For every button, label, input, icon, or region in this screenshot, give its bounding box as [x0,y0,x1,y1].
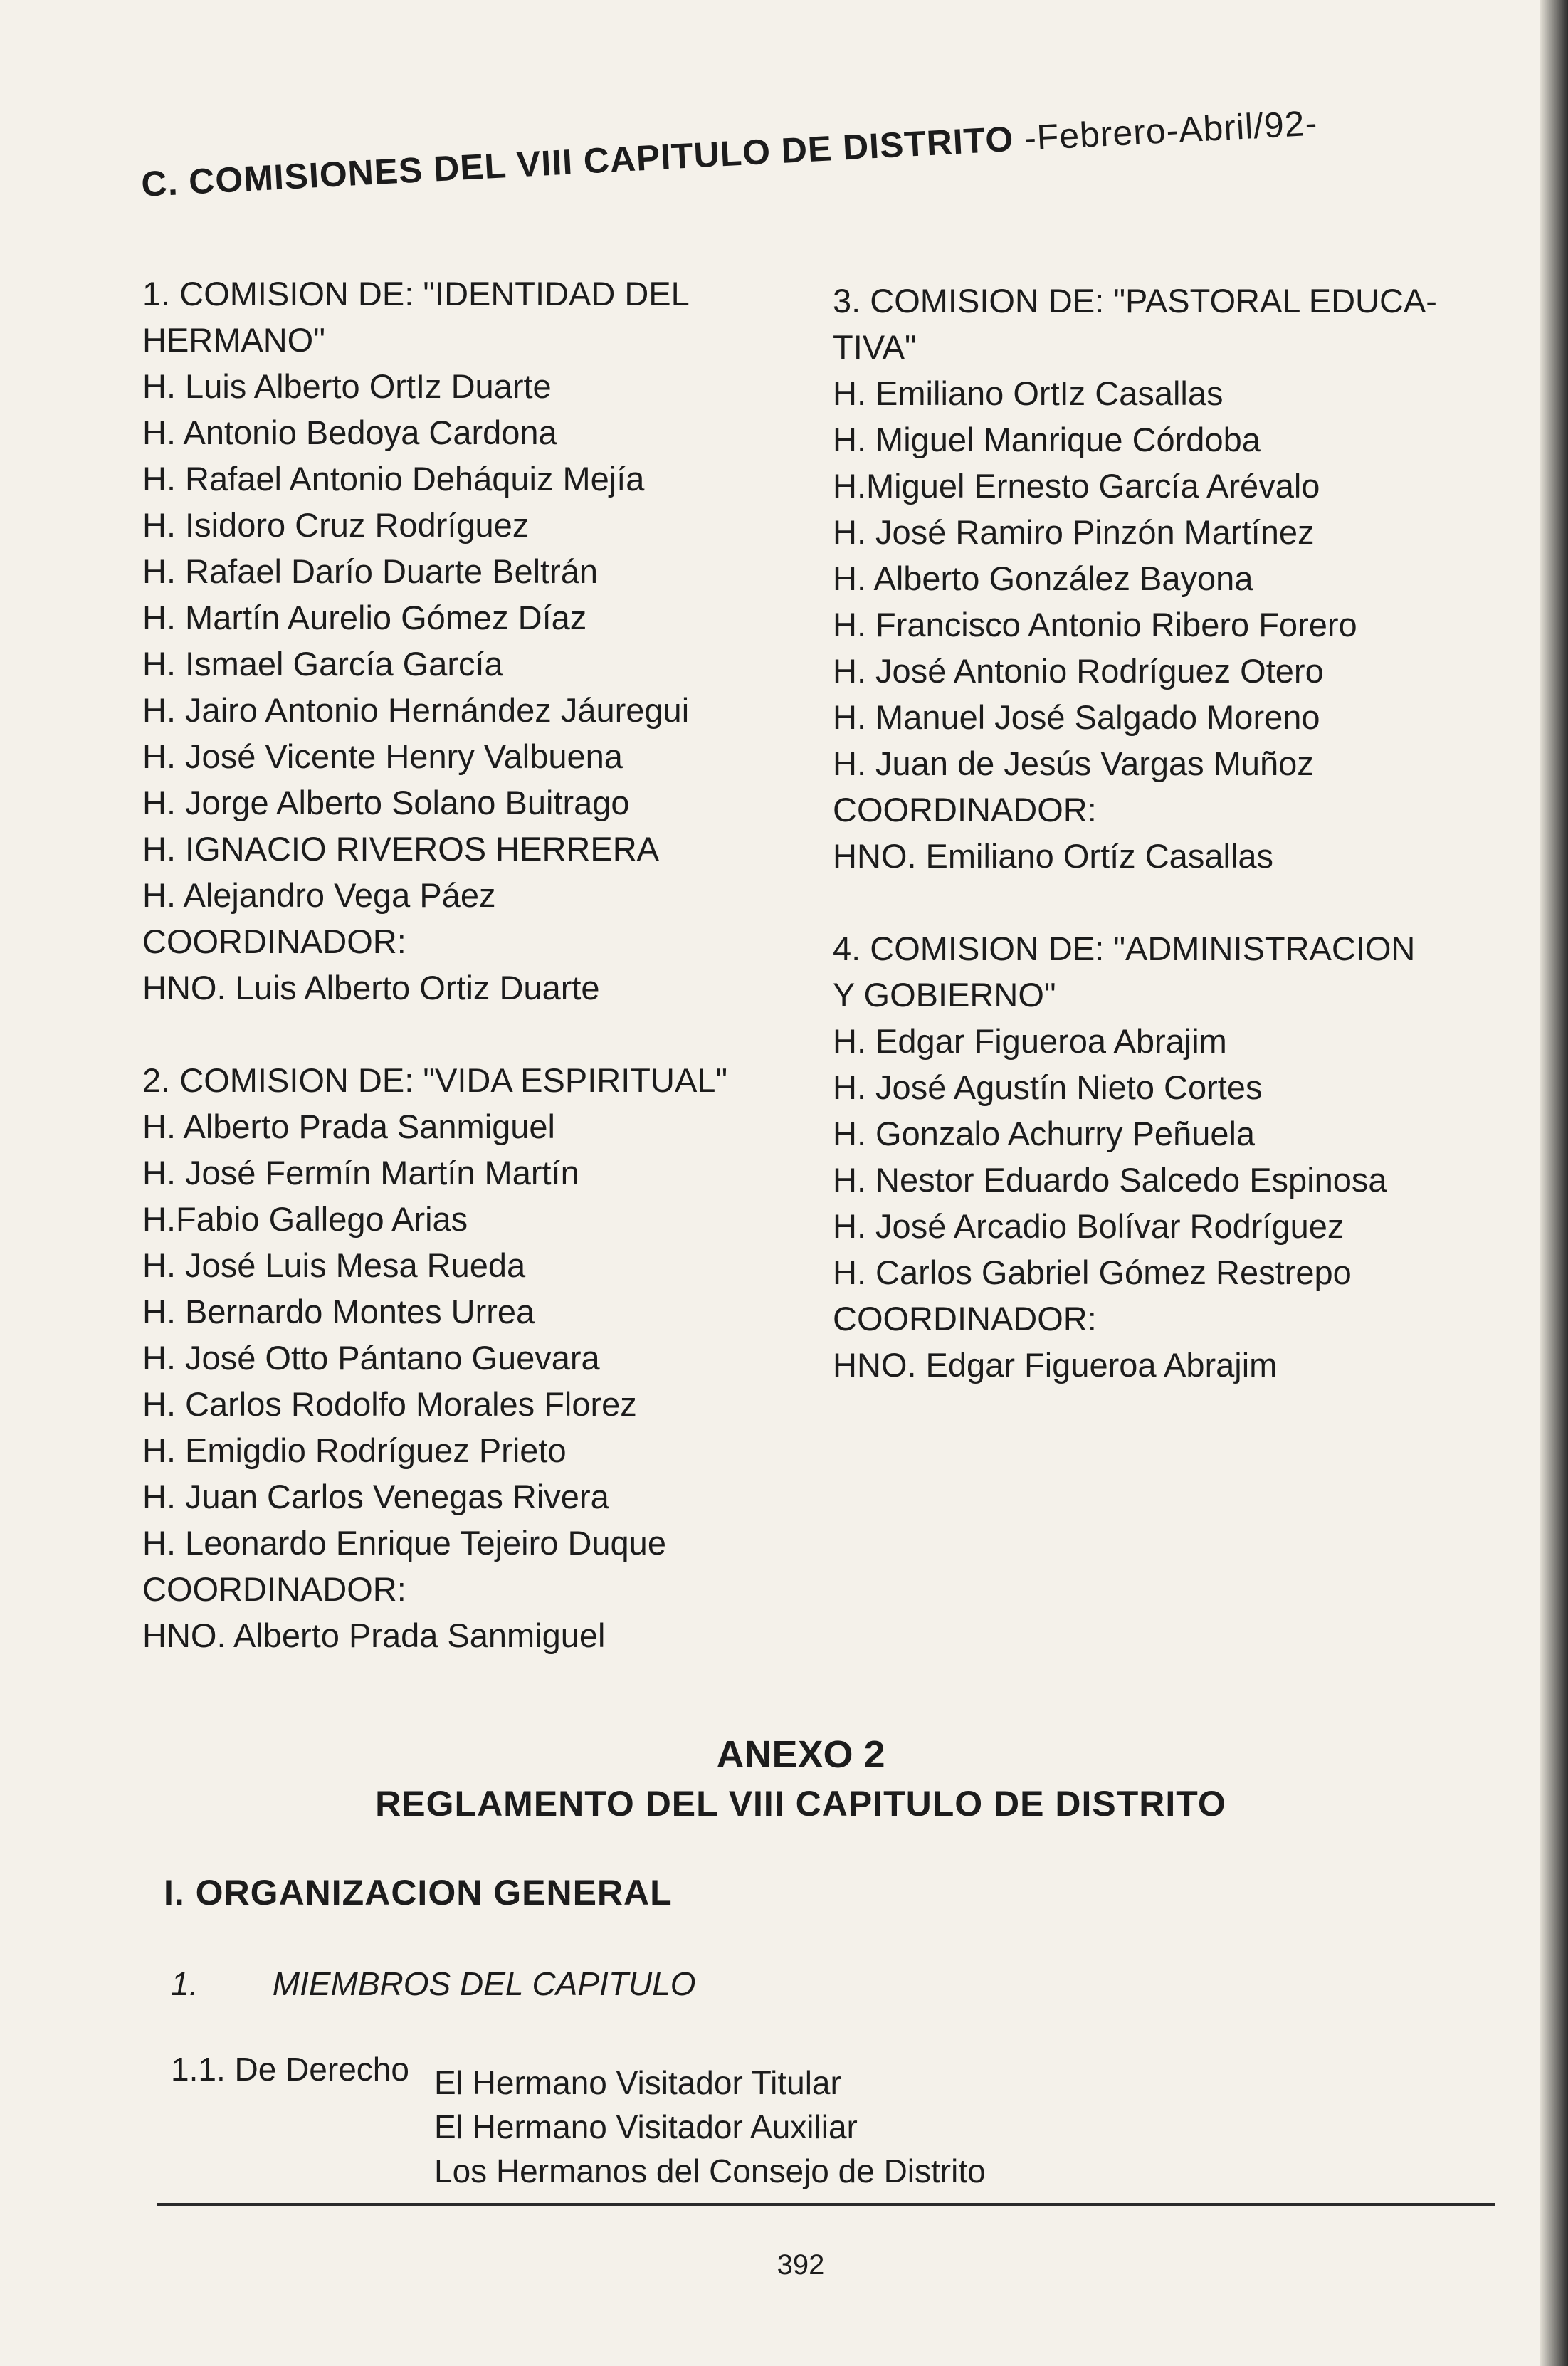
committee-identidad [142,270,854,1011]
annex-title: ANEXO 2 [716,1733,885,1776]
member-name: H. José Antonio Rodríguez Otero [833,652,1324,690]
member-name: H. Luis Alberto OrtIz Duarte [142,367,552,405]
member-name: H. Carlos Rodolfo Morales Florez [142,1385,637,1423]
item-number: 1. [171,1965,199,2002]
page-number: 392 [777,2249,825,2281]
member-name: H. Carlos Gabriel Gómez Restrepo [833,1253,1352,1291]
member-name: H. Isidoro Cruz Rodríguez [142,506,530,544]
member-name: H. Francisco Antonio Ribero Forero [833,606,1357,643]
member-name: H. Gonzalo Achurry Peñuela [833,1115,1256,1152]
subitem-list [434,2061,986,2193]
subitem-line: El Hermano Visitador Auxiliar [434,2108,858,2145]
members-heading [171,1965,696,2003]
member-name: H. Ismael García García [142,645,503,683]
member-name: H. Alberto González Bayona [833,559,1253,597]
book-spine-shadow [1540,0,1568,2366]
subitem-line: Los Hermanos del Consejo de Distrito [434,2152,986,2189]
heading-dates: -Febrero-Abril/92- [1023,102,1319,158]
heading-title: C. COMISIONES DEL VIII CAPITULO DE DISTRITO [140,118,1015,205]
left-column [142,270,854,1658]
annex-heading [107,1730,1495,1828]
committee-administracion [833,925,1545,1388]
footer-rule [157,2203,1495,2206]
member-name: H. Alberto Prada Sanmiguel [142,1108,555,1145]
coordinator-name: HNO. Luis Alberto Ortiz Duarte [142,969,600,1006]
member-name: H. José Fermín Martín Martín [142,1154,579,1192]
member-name: H. Jorge Alberto Solano Buitrago [142,784,630,821]
coordinator-label: COORDINADOR: [142,922,406,960]
member-name: H. Martín Aurelio Gómez Díaz [142,599,587,636]
coordinator-label: COORDINADOR: [833,1300,1097,1337]
member-name: H. Alejandro Vega Páez [142,876,496,914]
coordinator-label: COORDINADOR: [833,791,1097,829]
right-column [833,278,1545,1388]
member-name: H.Miguel Ernesto García Arévalo [833,467,1320,505]
subitem-line: El Hermano Visitador Titular [434,2064,841,2101]
member-name: H. José Arcadio Bolívar Rodríguez [833,1207,1345,1245]
annex-subtitle: REGLAMENTO DEL VIII CAPITULO DE DISTRITO [375,1784,1226,1824]
committee-heading: 4. COMISION DE: "ADMINISTRACION [833,930,1416,967]
book-page [107,85,1495,2306]
page-heading [140,102,1319,205]
committee-heading: 1. COMISION DE: "IDENTIDAD DEL [142,275,690,312]
member-name: H.Fabio Gallego Arias [142,1200,468,1238]
member-name: H. Edgar Figueroa Abrajim [833,1022,1227,1060]
member-name: H. José Luis Mesa Rueda [142,1246,526,1284]
member-name: H. José Ramiro Pinzón Martínez [833,513,1315,551]
coordinator-name: HNO. Emiliano Ortíz Casallas [833,837,1273,875]
subitem-label: 1.1. De Derecho [171,2051,409,2088]
section-title: I. ORGANIZACION GENERAL [164,1873,673,1913]
committee-heading: 2. COMISION DE: "VIDA ESPIRITUAL" [142,1061,728,1099]
member-name: H. Miguel Manrique Córdoba [833,421,1261,458]
coordinator-name: HNO. Alberto Prada Sanmiguel [142,1616,606,1654]
member-name: H. Manuel José Salgado Moreno [833,698,1320,736]
member-name: H. José Vicente Henry Valbuena [142,737,623,775]
member-name: H. Jairo Antonio Hernández Jáuregui [142,691,690,729]
committee-heading-cont: HERMANO" [142,321,325,359]
committee-pastoral-educativa [833,278,1545,879]
member-name: H. Rafael Antonio Deháquiz Mejía [142,460,645,498]
committee-heading-cont: TIVA" [833,328,917,366]
member-name: H. Leonardo Enrique Tejeiro Duque [142,1524,666,1562]
member-name: H. Juan de Jesús Vargas Muñoz [833,745,1314,782]
member-name: H. José Agustín Nieto Cortes [833,1068,1263,1106]
committee-heading: 3. COMISION DE: "PASTORAL EDUCA- [833,282,1437,320]
coordinator-name: HNO. Edgar Figueroa Abrajim [833,1346,1278,1384]
member-name: H. IGNACIO RIVEROS HERRERA [142,830,659,868]
member-name: H. Nestor Eduardo Salcedo Espinosa [833,1161,1387,1199]
committee-vida-espiritual [142,1057,854,1658]
committee-heading-cont: Y GOBIERNO" [833,976,1056,1014]
coordinator-label: COORDINADOR: [142,1570,406,1608]
member-name: H. Emigdio Rodríguez Prieto [142,1431,567,1469]
member-name: H. Emiliano OrtIz Casallas [833,374,1224,412]
member-name: H. José Otto Pántano Guevara [142,1339,600,1377]
member-name: H. Rafael Darío Duarte Beltrán [142,552,599,590]
member-name: H. Juan Carlos Venegas Rivera [142,1478,609,1515]
member-name: H. Bernardo Montes Urrea [142,1293,535,1330]
member-name: H. Antonio Bedoya Cardona [142,414,557,451]
item-title: MIEMBROS DEL CAPITULO [272,1965,696,2002]
